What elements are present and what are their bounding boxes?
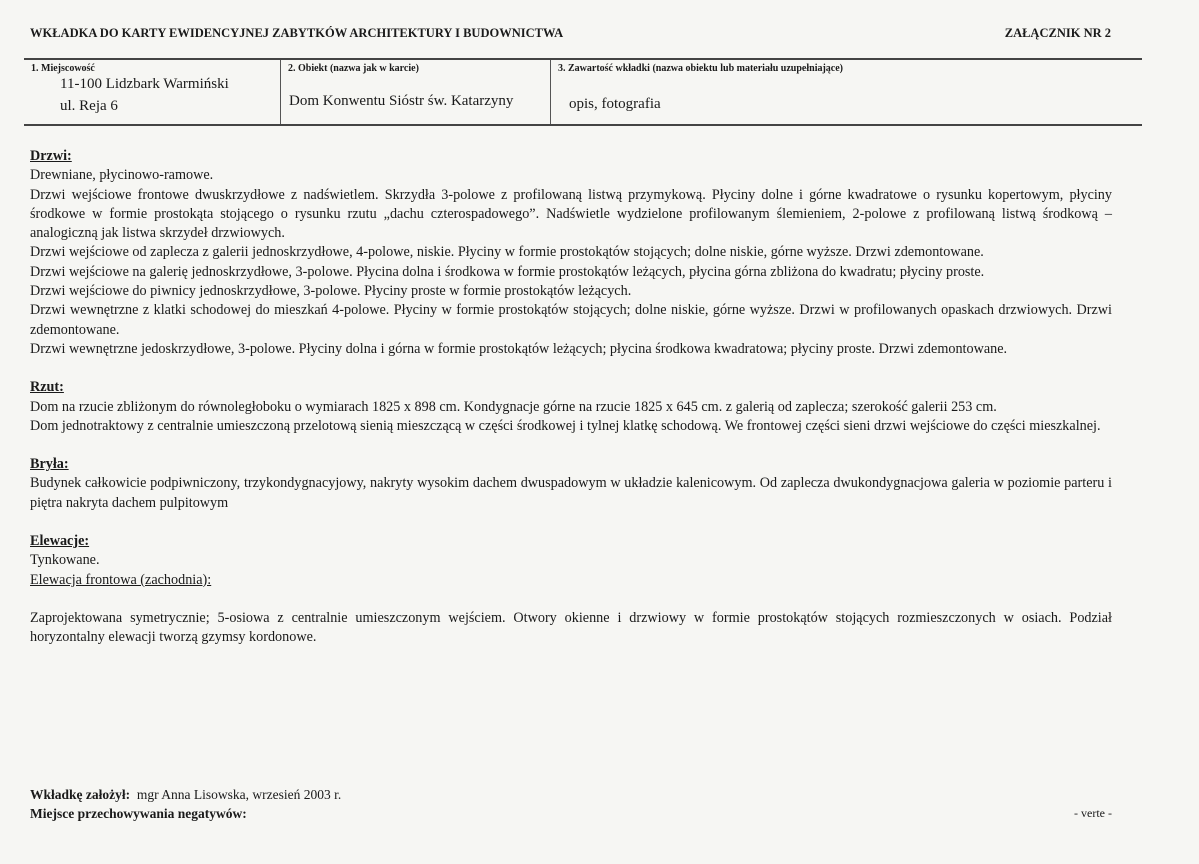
paragraph: Dom jednotraktowy z centralnie umieszczoną przelotową sienią mieszczącą w części środkowej i tylnej klatkę schodową. We frontowej części sieni drzwi wejściowe do części mieszkalnej. xyxy=(30,417,1101,434)
paragraph: Drzwi wewnętrzne jedoskrzydłowe, 3-polowe. Płyciny dolna i górna w formie prostokątów leżących; płycina środkowa kwadratowa; płyciny proste. Drzwi zdemontowane. xyxy=(30,340,1008,357)
document-footer xyxy=(30,785,1112,823)
paragraph: Drzwi wejściowe od zaplecza z galerii jednoskrzydłowe, 4-polowe, niskie. Płyciny w formie prostokątów stojących; dolne niskie, górne wyższe. Drzwi zdemontowane. xyxy=(30,244,984,261)
contents-cell xyxy=(551,60,1142,124)
section-heading: Elewacje: xyxy=(30,533,90,550)
paragraph: Drzwi wejściowe frontowe dwuskrzydłowe z nadświetlem. Skrzydła 3-polowe z profilowaną listwą przymykową. Płyciny dolne i górne kwadratowe o rysunku kopertowym, płyciny środkowe w formie prostokąta stojącego o rysunku rzutu „dachu czterospadowego”. Nadświetle wydzielone profilowanym ślemieniem, 2-polowe z profilowaną listwą środkową – analogiczną jak listwa skrzydeł drzwiowych. xyxy=(30,186,1112,242)
paragraph: Drzwi wewnętrzne z klatki schodowej do mieszkań 4-polowe. Płyciny w formie prostokątów stojących; dolne niskie, górne wyższe. Drzwi w profilowanych opaskach drzwiowych. Drzwi zdemontowane. xyxy=(30,302,1112,338)
document-body xyxy=(30,147,1112,648)
section-elevations xyxy=(30,532,1112,647)
section-doors xyxy=(30,147,1112,359)
paragraph: Drzwi wejściowe na galerię jednoskrzydłowe, 3-polowe. Płycina dolna i środkowa w formie prostokątów leżących, płycina górna zbliżona do kwadratu; płyciny proste. xyxy=(30,263,985,280)
subheading: Elewacja frontowa (zachodnia): xyxy=(30,571,212,588)
locality-cell xyxy=(24,60,281,124)
paragraph: Drewniane, płycinowo-ramowe. xyxy=(30,167,214,184)
negatives-label: Miejsce przechowywania negatywów: xyxy=(30,806,247,821)
paragraph: Tynkowane. xyxy=(30,552,100,569)
section-massing xyxy=(30,455,1112,513)
section-heading: Drzwi: xyxy=(30,148,72,164)
contents-label: 3. Zawartość wkładki (nazwa obiektu lub materiału uzupełniające) xyxy=(558,63,844,74)
object-label: 2. Obiekt (nazwa jak w karcie) xyxy=(288,63,419,74)
section-plan xyxy=(30,378,1112,436)
locality-line1: 11-100 Lidzbark Warmiński xyxy=(60,76,229,92)
verte-note: - verte - xyxy=(1074,806,1112,820)
object-value: Dom Konwentu Sióstr św. Katarzyny xyxy=(289,93,514,109)
paragraph: Zaprojektowana symetrycznie; 5-osiowa z centralnie umieszczonym wejściem. Otwory okienne i drzwiowy w formie prostokątów stojących rozmieszczonych w osiach. Podział horyzontalny elewacji tworzą gzymsy kordonowe. xyxy=(30,609,1112,646)
locality-label: 1. Miejscowość xyxy=(31,63,95,74)
author-label: Wkładkę założył: xyxy=(30,787,131,802)
document-header xyxy=(30,26,1111,41)
info-table xyxy=(24,58,1142,126)
negatives-line xyxy=(30,804,1112,823)
author-line xyxy=(30,785,1112,804)
locality-line2: ul. Reja 6 xyxy=(60,98,118,114)
document-title: WKŁADKA DO KARTY EWIDENCYJNEJ ZABYTKÓW ARCHITEKTURY I BUDOWNICTWA xyxy=(30,26,564,40)
object-cell xyxy=(281,60,551,124)
section-heading: Rzut: xyxy=(30,379,64,396)
annex-number: ZAŁĄCZNIK NR 2 xyxy=(1004,26,1111,40)
paragraph: Budynek całkowicie podpiwniczony, trzykondygnacyjowy, nakryty wysokim dachem dwuspadowym w układzie kalenicowym. Od zaplecza dwukondygnacjowa galeria w poziomie parteru i piętra nakryta dachem pulpitowym xyxy=(30,475,1112,511)
section-heading: Bryła: xyxy=(30,456,69,473)
author-value: mgr Anna Lisowska, wrzesień 2003 r. xyxy=(136,787,342,802)
paragraph: Dom na rzucie zbliżonym do równoległoboku o wymiarach 1825 x 898 cm. Kondygnacje górne na rzucie 1825 x 645 cm. z galerią od zaplecza; szerokość galerii 253 cm. xyxy=(30,398,997,415)
contents-value: opis, fotografia xyxy=(569,96,661,112)
paragraph: Drzwi wejściowe do piwnicy jednoskrzydłowe, 3-polowe. Płyciny proste w formie prostokątów leżących. xyxy=(30,283,632,300)
